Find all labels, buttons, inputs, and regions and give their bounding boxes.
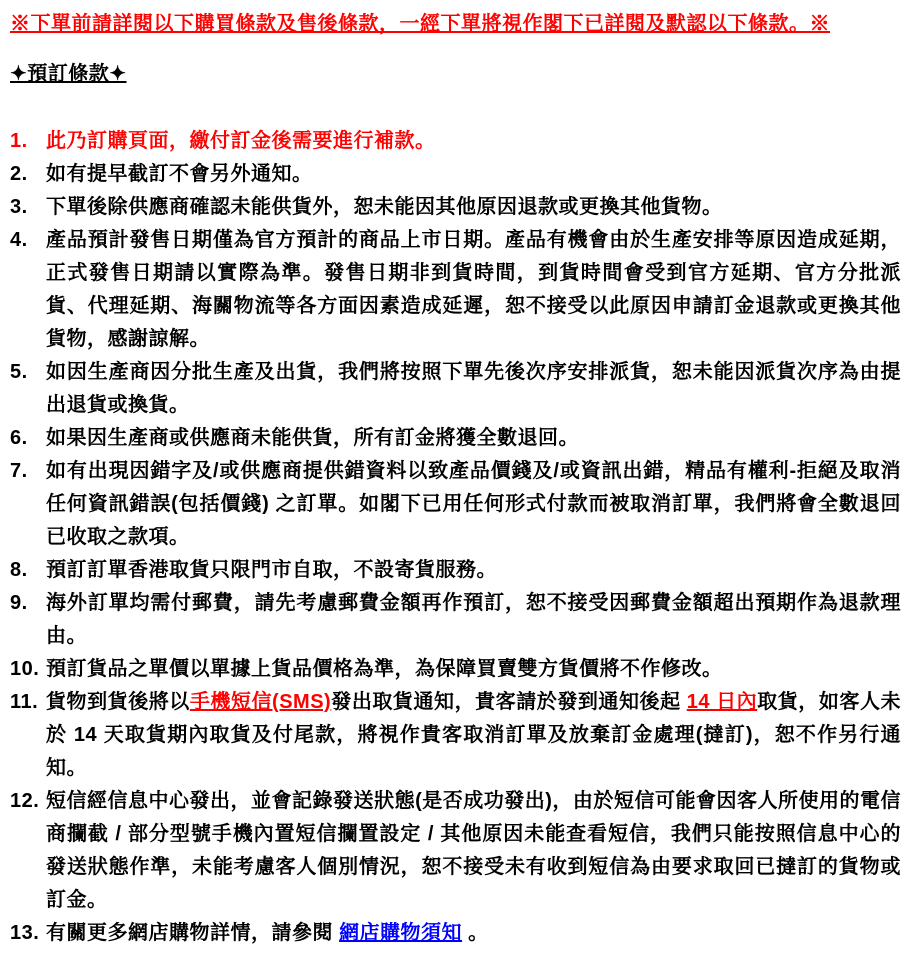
term-number: 6. bbox=[10, 427, 28, 449]
term-item-4 bbox=[10, 224, 901, 356]
term-text: 海外訂單均需付郵費，請先考慮郵費金額再作預訂，恕不接受因郵費金額超出預期作為退款理由。 bbox=[46, 592, 901, 647]
term-number: 8. bbox=[10, 559, 28, 581]
term-text-segment: 貨物到貨後將以 bbox=[46, 691, 190, 713]
term-text: 產品預計發售日期僅為官方預計的商品上市日期。產品有機會由於生產安排等原因造成延期，正式發售日期請以實際為準。發售日期非到貨時間，到貨時間會受到官方延期、官方分批派貨、代理延期、海關物流等各方面因素造成延遲，恕不接受以此原因申請訂金退款或更換其他貨物，感謝諒解。 bbox=[46, 229, 901, 350]
term-item-3 bbox=[10, 191, 901, 224]
term-text: 預訂訂單香港取貨只限門市自取，不設寄貨服務。 bbox=[46, 559, 497, 581]
term-text: 此乃訂購頁面，繳付訂金後需要進行補款。 bbox=[46, 130, 436, 152]
term-number: 4. bbox=[10, 229, 28, 251]
shop-guide-link[interactable]: 網店購物須知 bbox=[339, 922, 463, 944]
term-number: 9. bbox=[10, 592, 28, 614]
term-item-13 bbox=[10, 917, 901, 950]
term-number: 10. bbox=[10, 658, 40, 680]
term-text: 短信經信息中心發出，並會記錄發送狀態(是否成功發出)，由於短信可能會因客人所使用的電信商攔截 / 部分型號手機內置短信攔置設定 / 其他原因未能查看短信，我們只能按照信息中心的發送狀態作準，未能考慮客人個別情況，恕不接受未有收到短信為由要求取回已撻訂的貨物或訂金。 bbox=[46, 790, 901, 911]
term-item-7 bbox=[10, 455, 901, 554]
term-text bbox=[46, 686, 901, 785]
terms-list bbox=[10, 125, 901, 950]
term-item-9 bbox=[10, 587, 901, 653]
term-text-segment: 發出取貨通知，貴客請於發到通知後起 bbox=[331, 691, 687, 713]
term-item-1 bbox=[10, 125, 901, 158]
term-number: 12. bbox=[10, 790, 40, 812]
term-number: 11. bbox=[10, 691, 39, 713]
term-number: 2. bbox=[10, 163, 28, 185]
term-text: 預訂貨品之單價以單據上貨品價格為準，為保障買賣雙方貨價將不作修改。 bbox=[46, 658, 723, 680]
term-text bbox=[46, 917, 901, 950]
term-number: 1. bbox=[10, 130, 28, 152]
term-text-segment: 取貨，如客人未於 14 天取貨期內取貨及付尾款，將視作貴客取消訂單及放棄訂金處理(撻訂)，恕不作另行通知。 bbox=[46, 691, 902, 779]
term-text: 如有出現因錯字及/或供應商提供錯資料以致產品價錢及/或資訊出錯，精品有權利-拒絕及取消任何資訊錯誤(包括價錢) 之訂單。如閣下已用任何形式付款而被取消訂單，我們將會全數退回已收取之款項。 bbox=[46, 460, 901, 548]
term-text-segment: 有關更多網店購物詳情，請參閱 bbox=[46, 922, 340, 944]
term-text: 如有提早截訂不會另外通知。 bbox=[46, 163, 313, 185]
pickup-deadline-emphasis: 14 日內 bbox=[686, 691, 758, 713]
term-item-6 bbox=[10, 422, 901, 455]
term-item-8 bbox=[10, 554, 901, 587]
term-item-12 bbox=[10, 785, 901, 917]
term-text-segment: 。 bbox=[462, 922, 489, 944]
term-number: 7. bbox=[10, 460, 28, 482]
term-text: 如果因生產商或供應商未能供貨，所有訂金將獲全數退回。 bbox=[46, 427, 579, 449]
sms-notice-emphasis: 手機短信(SMS) bbox=[189, 691, 332, 713]
term-item-10 bbox=[10, 653, 901, 686]
term-item-11 bbox=[10, 686, 901, 785]
warning-banner: ※下單前請詳閱以下購買條款及售後條款，一經下單將視作閣下已詳閱及默認以下條款。※ bbox=[10, 13, 830, 35]
section-title-row bbox=[10, 58, 901, 108]
term-item-5 bbox=[10, 356, 901, 422]
term-item-2 bbox=[10, 158, 901, 191]
term-number: 13. bbox=[10, 922, 40, 944]
term-number: 3. bbox=[10, 196, 28, 218]
term-text: 下單後除供應商確認未能供貨外，恕未能因其他原因退款或更換其他貨物。 bbox=[46, 196, 723, 218]
term-text: 如因生產商因分批生產及出貨，我們將按照下單先後次序安排派貨，恕未能因派貨次序為由提出退貨或換貨。 bbox=[46, 361, 901, 416]
term-number: 5. bbox=[10, 361, 28, 383]
section-title: ✦預訂條款✦ bbox=[10, 63, 127, 85]
